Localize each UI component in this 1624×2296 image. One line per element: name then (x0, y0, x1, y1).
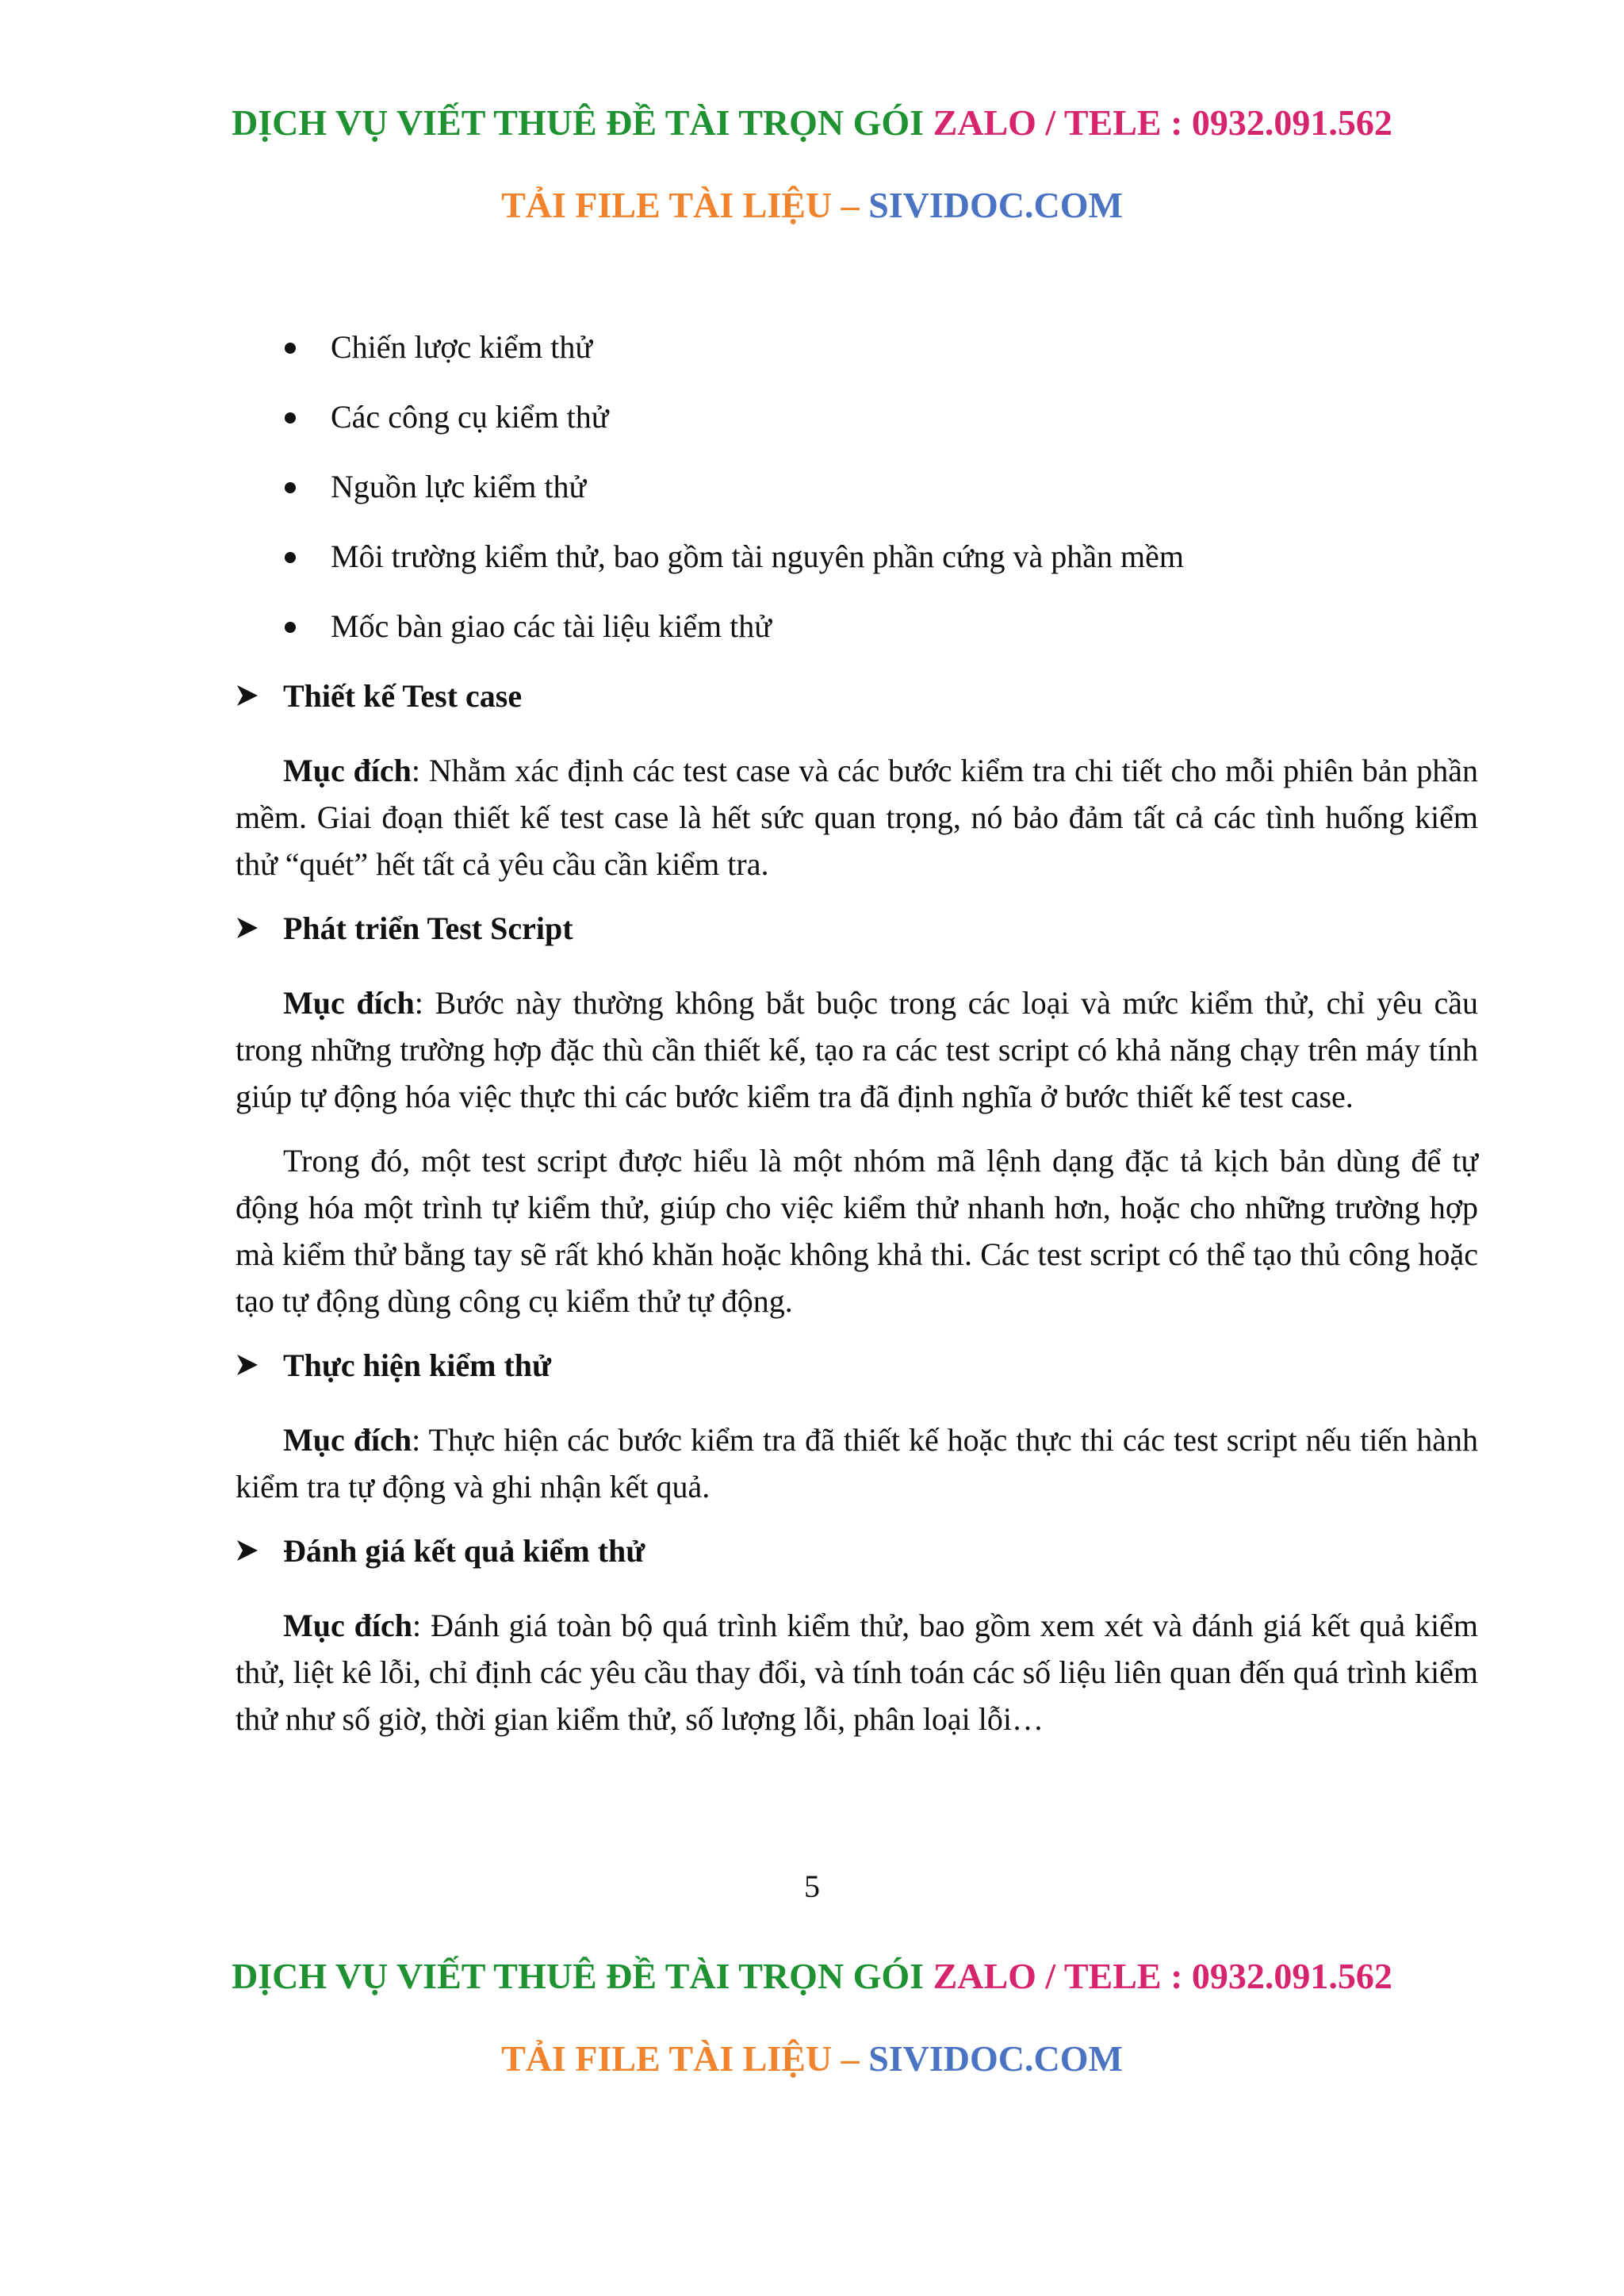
bullet-icon (285, 622, 296, 633)
section-heading (236, 673, 1478, 720)
list-item-text: Chiến lược kiểm thử (331, 329, 593, 365)
header-banner-line-2 (0, 184, 1624, 226)
section-heading (236, 1342, 1478, 1389)
paragraph-label: Mục đích (283, 1608, 413, 1643)
paragraph-label: Mục đích (283, 753, 412, 788)
list-item-text: Nguồn lực kiểm thử (331, 469, 587, 504)
paragraph (236, 1137, 1478, 1324)
paragraph-text: : Đánh giá toàn bộ quá trình kiểm thử, bao gồm xem xét và đánh giá kết quả kiểm thử, liệt kê lỗi, chỉ định các yêu cầu thay đổi, và tính toán các số liệu liên quan đến quá trình kiểm thử như số giờ, thời gian kiểm thử, số lượng lỗi, phân loại lỗi… (236, 1608, 1478, 1737)
site-link[interactable]: SIVIDOC.COM (868, 185, 1123, 225)
paragraph-text: Trong đó, một test script được hiểu là một nhóm mã lệnh dạng đặc tả kịch bản dùng để tự động hóa một trình tự kiểm thử, giúp cho việc kiểm thử nhanh hơn, hoặc cho những trường hợp mà kiểm thử bằng tay sẽ rất khó khăn hoặc không khả thi. Các test script có thể tạo thủ công hoặc tạo tự động dùng công cụ kiểm thử tự động. (236, 1143, 1478, 1319)
paragraph-label: Mục đích (283, 1422, 412, 1458)
bullet-list (236, 324, 1478, 650)
paragraph (236, 1416, 1478, 1510)
paragraph-text: : Thực hiện các bước kiểm tra đã thiết kế hoặc thực thi các test script nếu tiến hành kiểm tra tự động và ghi nhận kết quả. (236, 1422, 1479, 1504)
list-item-text: Các công cụ kiểm thử (331, 399, 609, 435)
footer-banner-line-1 (0, 1955, 1624, 1997)
paragraph (236, 747, 1478, 887)
contact-text: ZALO / TELE : 0932.091.562 (933, 1956, 1392, 1996)
arrowhead-icon (236, 684, 259, 707)
arrowhead-icon (236, 916, 259, 940)
section-title: Thực hiện kiểm thử (283, 1347, 552, 1383)
list-item-text: Mốc bàn giao các tài liệu kiểm thử (331, 608, 772, 644)
section-heading (236, 905, 1478, 953)
header-banner-line-1 (0, 102, 1624, 144)
bullet-icon (285, 482, 296, 493)
list-item (236, 393, 1478, 441)
site-link[interactable]: SIVIDOC.COM (868, 2038, 1123, 2079)
paragraph-text: : Nhằm xác định các test case và các bước kiểm tra chi tiết cho mỗi phiên bản phần mềm. Giai đoạn thiết kế test case là hết sức quan trọng, nó bảo đảm tất cả các tình huống kiểm thử “quét” hết tất cả yêu cầu cần kiểm tra. (236, 753, 1478, 882)
page-number: 5 (804, 1869, 820, 1904)
section-title: Thiết kế Test case (283, 678, 523, 714)
paragraph-label: Mục đích (283, 985, 415, 1021)
section-title: Phát triển Test Script (283, 910, 573, 946)
list-item (236, 603, 1478, 650)
download-text: TẢI FILE TÀI LIỆU – (501, 185, 860, 225)
arrowhead-icon (236, 1539, 259, 1562)
list-item (236, 533, 1478, 581)
bullet-icon (285, 343, 296, 354)
download-text: TẢI FILE TÀI LIỆU – (501, 2038, 860, 2079)
service-text: DỊCH VỤ VIẾT THUÊ ĐỀ TÀI TRỌN GÓI (232, 102, 925, 143)
section-heading (236, 1527, 1478, 1575)
service-text: DỊCH VỤ VIẾT THUÊ ĐỀ TÀI TRỌN GÓI (232, 1956, 925, 1996)
arrowhead-icon (236, 1353, 259, 1377)
paragraph (236, 1602, 1478, 1742)
list-item (236, 463, 1478, 511)
bullet-icon (285, 552, 296, 563)
list-item-text: Môi trường kiểm thử, bao gồm tài nguyên phần cứng và phần mềm (331, 539, 1184, 574)
section-title: Đánh giá kết quả kiểm thử (283, 1533, 645, 1569)
paragraph (236, 979, 1478, 1120)
list-item (236, 324, 1478, 371)
bullet-icon (285, 412, 296, 424)
footer-banner-line-2 (0, 2037, 1624, 2079)
contact-text: ZALO / TELE : 0932.091.562 (933, 102, 1392, 143)
document-body (236, 324, 1478, 1760)
paragraph-text: : Bước này thường không bắt buộc trong các loại và mức kiểm thử, chỉ yêu cầu trong những trường hợp đặc thù cần thiết kế, tạo ra các test script có khả năng chạy trên máy tính giúp tự động hóa việc thực thi các bước kiểm tra đã định nghĩa ở bước thiết kế test case. (236, 985, 1479, 1114)
